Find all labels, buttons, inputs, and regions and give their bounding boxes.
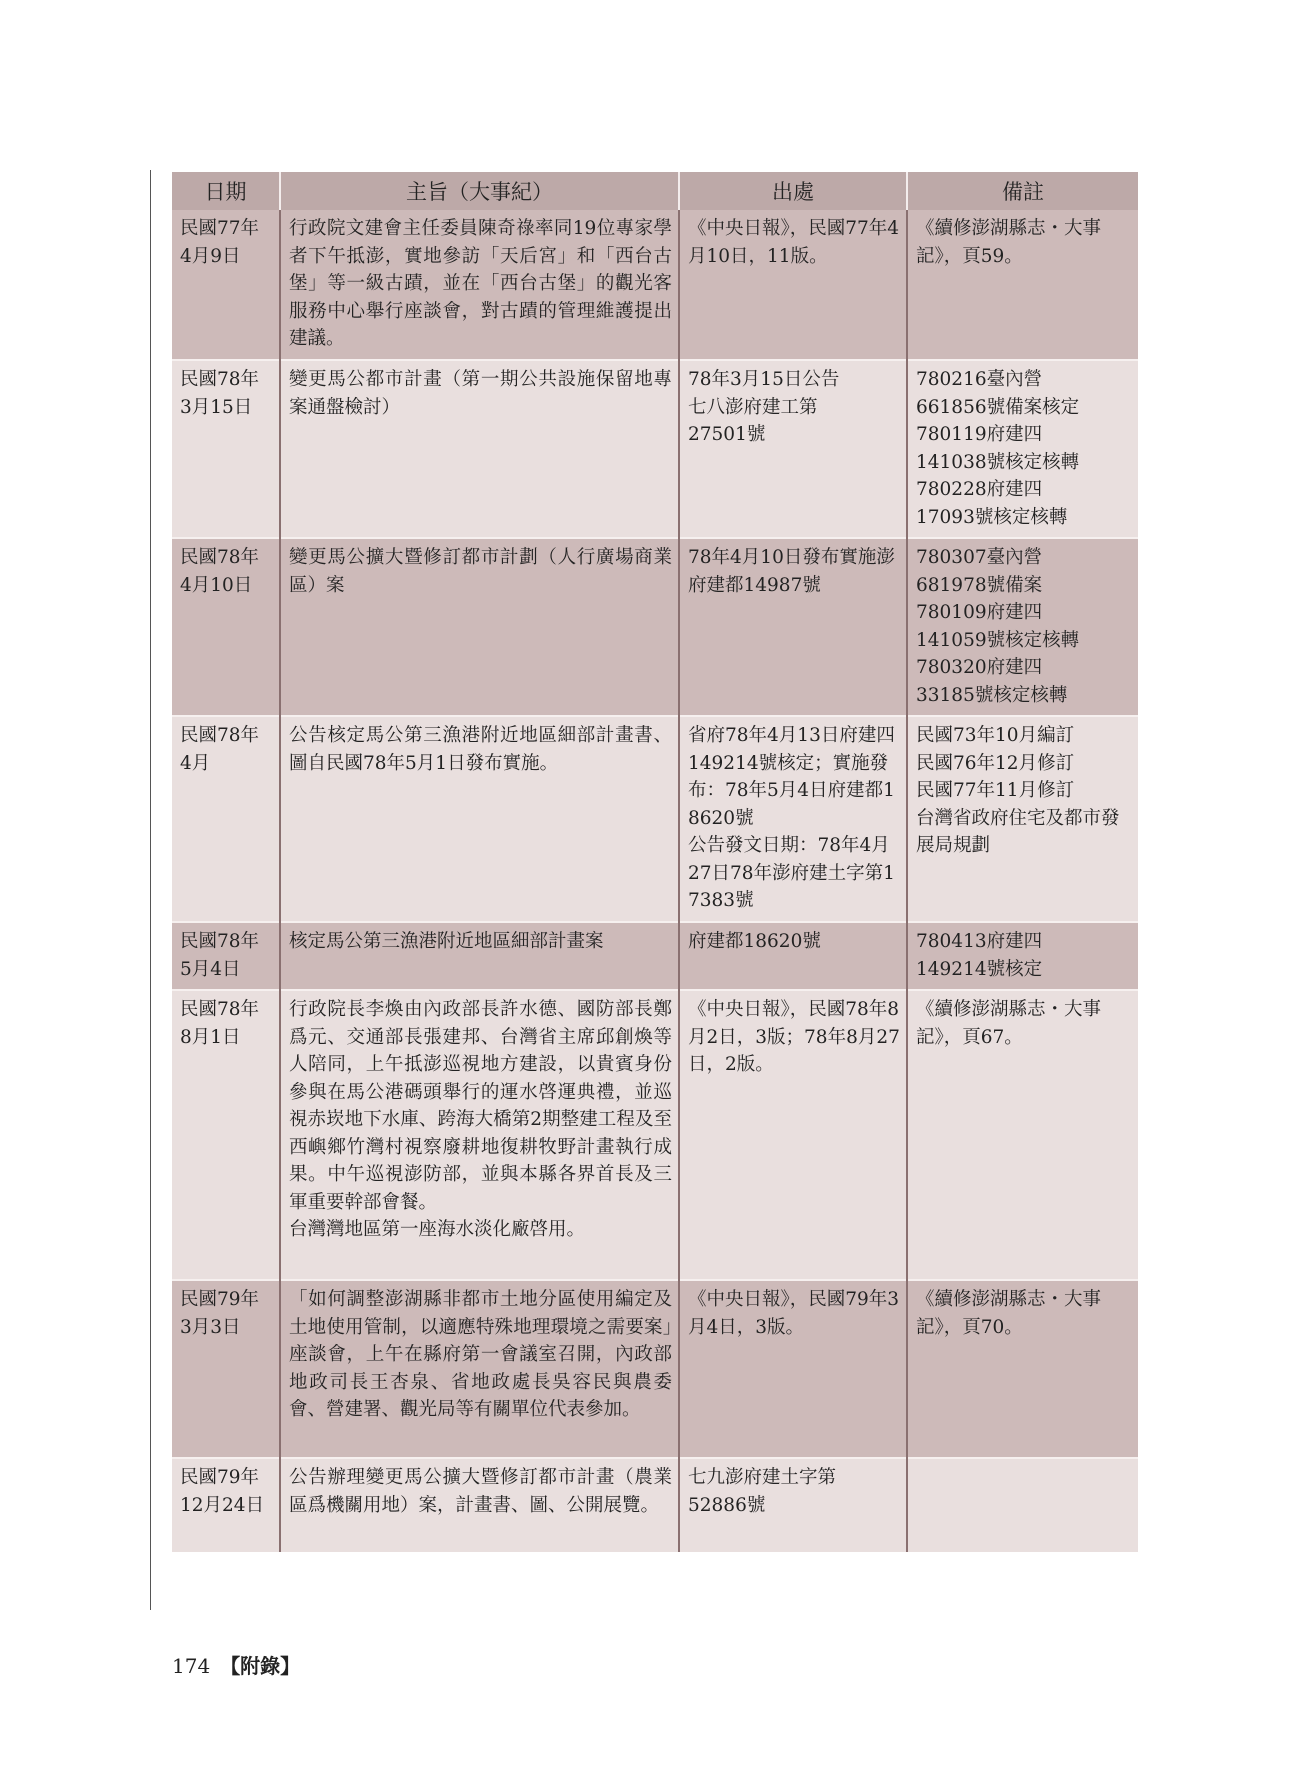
table-row	[172, 538, 1138, 716]
table-row	[172, 210, 1138, 360]
cell-note: 《續修澎湖縣志・大事記》，頁59。	[907, 210, 1138, 360]
cell-date: 民國78年 4月10日	[172, 538, 280, 716]
header-date: 日期	[172, 172, 280, 210]
cell-date: 民國79年 3月3日	[172, 1280, 280, 1458]
table-row	[172, 360, 1138, 538]
cell-note: 民國73年10月編訂 民國76年12月修訂 民國77年11月修訂 台灣省政府住宅及都市發展局規劃	[907, 716, 1138, 922]
table-row	[172, 1280, 1138, 1458]
cell-source: 省府78年4月13日府建四149214號核定；實施發布：78年5月4日府建都18620號 公告發文日期：78年4月27日78年澎府建土字第17383號	[679, 716, 907, 922]
cell-source: 《中央日報》，民國78年8月2日，3版；78年8月27日，2版。	[679, 990, 907, 1280]
table-header-row	[172, 172, 1138, 210]
cell-date: 民國78年 5月4日	[172, 922, 280, 990]
cell-subject: 變更馬公都市計畫（第一期公共設施保留地專案通盤檢討）	[280, 360, 679, 538]
cell-note	[907, 1458, 1138, 1552]
cell-date: 民國78年 4月	[172, 716, 280, 922]
cell-note: 780413府建四 149214號核定	[907, 922, 1138, 990]
header-note: 備註	[907, 172, 1138, 210]
cell-note: 780216臺內營 661856號備案核定 780119府建四 141038號核定核轉 780228府建四 17093號核定核轉	[907, 360, 1138, 538]
cell-date: 民國77年 4月9日	[172, 210, 280, 360]
cell-source: 七九澎府建土字第 52886號	[679, 1458, 907, 1552]
cell-note: 《續修澎湖縣志・大事記》，頁70。	[907, 1280, 1138, 1458]
cell-date: 民國78年 8月1日	[172, 990, 280, 1280]
cell-subject: 核定馬公第三漁港附近地區細部計畫案	[280, 922, 679, 990]
cell-subject: 行政院長李煥由內政部長許水德、國防部長鄭爲元、交通部長張建邦、台灣省主席邱創煥等人陪同，上午抵澎巡視地方建設，以貴賓身份參與在馬公港碼頭舉行的運水啓運典禮，並巡視赤崁地下水庫、跨海大橋第2期整建工程及至西嶼鄉竹灣村視察廢耕地復耕牧野計畫執行成果。中午巡視澎防部，並與本縣各界首長及三軍重要幹部會餐。 台灣灣地區第一座海水淡化廠啓用。	[280, 990, 679, 1280]
cell-source: 《中央日報》，民國77年4月10日，11版。	[679, 210, 907, 360]
cell-subject: 公告辦理變更馬公擴大暨修訂都市計畫（農業區爲機關用地）案，計畫書、圖、公開展覽。	[280, 1458, 679, 1552]
cell-source: 78年3月15日公告 七八澎府建工第 27501號	[679, 360, 907, 538]
cell-date: 民國79年 12月24日	[172, 1458, 280, 1552]
cell-subject: 變更馬公擴大暨修訂都市計劃（人行廣場商業區）案	[280, 538, 679, 716]
table-row	[172, 922, 1138, 990]
header-source: 出處	[679, 172, 907, 210]
page-number: 174	[172, 1654, 211, 1678]
cell-subject: 公告核定馬公第三漁港附近地區細部計畫書、圖自民國78年5月1日發布實施。	[280, 716, 679, 922]
header-subject: 主旨（大事紀）	[280, 172, 679, 210]
cell-subject: 「如何調整澎湖縣非都市土地分區使用編定及土地使用管制，以適應特殊地理環境之需要案」座談會，上午在縣府第一會議室召開，內政部地政司長王杏泉、省地政處長吳容民與農委會、營建署、觀光局等有關單位代表參加。	[280, 1280, 679, 1458]
cell-date: 民國78年 3月15日	[172, 360, 280, 538]
cell-note: 780307臺內營 681978號備案 780109府建四 141059號核定核轉 780320府建四 33185號核定核轉	[907, 538, 1138, 716]
cell-source: 《中央日報》，民國79年3月4日，3版。	[679, 1280, 907, 1458]
left-margin-rule	[150, 170, 151, 1610]
section-label: 【附錄】	[220, 1654, 301, 1678]
cell-source: 78年4月10日發布實施澎府建都14987號	[679, 538, 907, 716]
events-table	[172, 172, 1138, 1552]
table-row	[172, 990, 1138, 1280]
table-row	[172, 716, 1138, 922]
page-footer	[172, 1650, 300, 1679]
table-row	[172, 1458, 1138, 1552]
cell-note: 《續修澎湖縣志・大事記》，頁67。	[907, 990, 1138, 1280]
cell-subject: 行政院文建會主任委員陳奇祿率同19位專家學者下午抵澎，實地參訪「天后宮」和「西台古堡」等一級古蹟，並在「西台古堡」的觀光客服務中心舉行座談會，對古蹟的管理維護提出建議。	[280, 210, 679, 360]
cell-source: 府建都18620號	[679, 922, 907, 990]
